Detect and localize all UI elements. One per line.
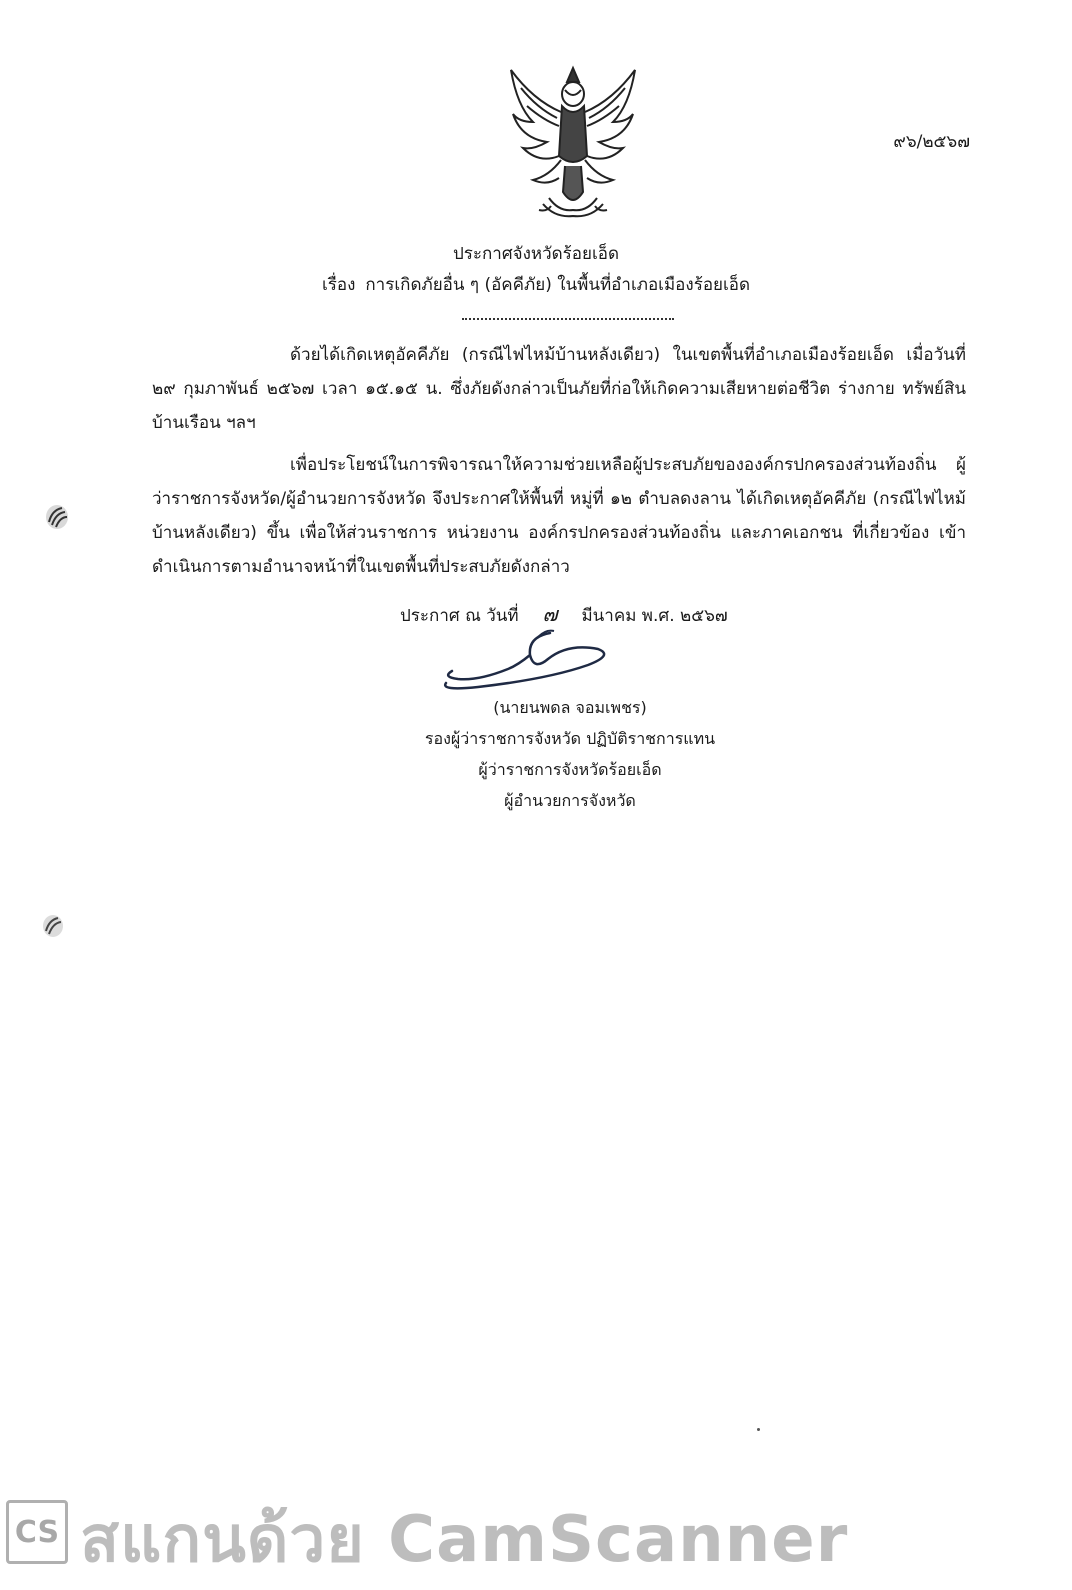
- subject-label: เรื่อง: [321, 275, 356, 295]
- watermark-text: สแกนด้วย CamScanner: [80, 1503, 849, 1577]
- signatory-position-3: ผู้อำนวยการจังหวัด: [504, 791, 636, 810]
- date-day: ๗: [542, 602, 558, 626]
- signatory-position-2: ผู้ว่าราชการจังหวัดร้อยเอ็ด: [478, 760, 662, 779]
- scan-speck: [757, 1428, 760, 1431]
- body-paragraph-2: เพื่อประโยชน์ในการพิจารณาให้ความช่วยเหลือผู้ประสบภัยขององค์กรปกครองส่วนท้องถิ่น ผู้ว่าราชการจังหวัด/ผู้อำนวยการจังหวัด จึงประกาศให้พื้นที่ หมู่ที่ ๑๒ ตำบลดงลาน ได้เกิดเหตุอัคคีภัย (กรณีไฟไหม้บ้านหลังเดียว) ขึ้น เพื่อให้ส่วนราชการ หน่วยงาน องค์กรปกครองส่วนท้องถิ่น และภาคเอกชน ที่เกี่ยวข้อง เข้าดำเนินการตามอำนาจหน้าที่ในเขตพื้นที่ประสบภัยดังกล่าว: [152, 455, 966, 577]
- camscanner-logo-icon: CS: [6, 1500, 68, 1564]
- signatory-position-1: รองผู้ว่าราชการจังหวัด ปฏิบัติราชการแทน: [424, 729, 716, 748]
- document-number: ๙๖/๒๕๖๗: [893, 132, 970, 152]
- camscanner-watermark: [0, 1478, 1072, 1578]
- announcement-subject: [0, 271, 1072, 298]
- body-paragraph-1: ด้วยได้เกิดเหตุอัคคีภัย (กรณีไฟไหม้บ้านหลังเดียว) ในเขตพื้นที่อำเภอเมืองร้อยเอ็ด เมื่อวันที่ ๒๙ กุมภาพันธ์ ๒๕๖๗ เวลา ๑๕.๑๕ น. ซึ่งภัยดังกล่าวเป็นภัยที่ก่อให้เกิดความเสียหายต่อชีวิต ร่างกาย ทรัพย์สิน บ้านเรือน ฯลฯ: [152, 345, 966, 433]
- signature-block: [400, 692, 740, 816]
- subject-text: การเกิดภัยอื่น ๆ (อัคคีภัย) ในพื้นที่อำเภอเมืองร้อยเอ็ด: [365, 275, 751, 295]
- punch-hole-icon: [44, 504, 70, 530]
- dotted-separator: [462, 318, 674, 320]
- date-month-year: มีนาคม พ.ศ. ๒๕๖๗: [581, 606, 728, 626]
- announcement-title: ประกาศจังหวัดร้อยเอ็ด: [452, 244, 620, 264]
- date-prefix: ประกาศ ณ วันที่: [400, 606, 519, 626]
- handwritten-signature: [438, 625, 618, 695]
- garuda-emblem-icon: [503, 60, 643, 220]
- signatory-name: (นายนพดล จอมเพชร): [493, 698, 647, 717]
- punch-hole-icon: [40, 913, 66, 939]
